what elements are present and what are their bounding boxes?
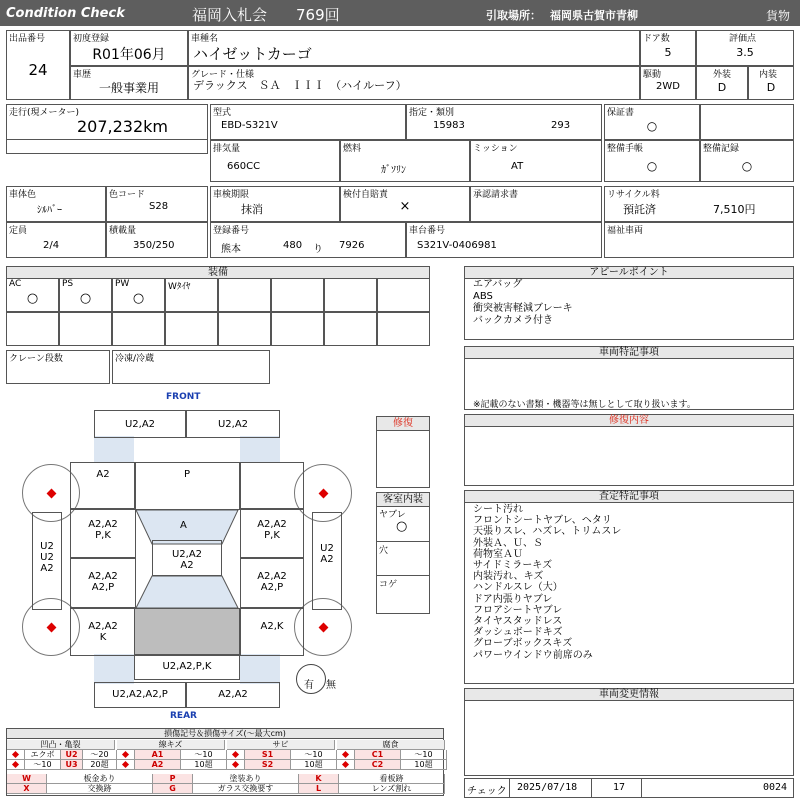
assessment-item: 外装Ａ、Ｕ、Ｓ: [473, 537, 543, 549]
legend-code: [61, 760, 83, 770]
legend-size-text: 10超: [304, 760, 323, 769]
cabin-hole-label: 穴: [379, 546, 389, 556]
legend-code: [355, 750, 401, 760]
equipment-item-label: Wﾀｲﾔ: [168, 282, 191, 292]
equipment-empty-cell: [324, 312, 377, 346]
drive-cell: [640, 66, 696, 100]
panel-hood-right: [240, 462, 304, 510]
repair-section: [464, 414, 794, 486]
drive: 2WD: [656, 81, 680, 92]
mission-cell: [470, 140, 602, 182]
load-cell: [106, 222, 208, 258]
legend-code: [135, 750, 181, 760]
fuel-label: 燃料: [343, 144, 362, 154]
warranty: ○: [646, 119, 658, 133]
legend-code-text: C1: [371, 750, 384, 759]
equipment-empty-cell: [165, 312, 218, 346]
fridge-label: 冷凍/冷蔵: [115, 354, 155, 364]
legend-desc-text: ガラス交換要す: [217, 784, 274, 793]
displacement: 660CC: [227, 161, 261, 172]
inspection-expiry: 抹消: [241, 203, 263, 216]
mileage-label: 走行(現メーター): [9, 108, 80, 118]
legend-desc-text: レンズ割れ: [371, 784, 412, 793]
legend-symbol: [337, 760, 355, 770]
auction-name: 福岡入札会: [192, 6, 268, 24]
body-color: ｼﾙﾊﾞｰ: [37, 205, 62, 216]
equipment-empty-cell: [6, 312, 59, 346]
assessment-item: フロアシートヤブレ: [473, 604, 563, 616]
equipment-item: [112, 278, 165, 312]
legend-desc: [193, 784, 299, 794]
cabin-tear-label: ヤブレ: [379, 510, 406, 520]
lot-number-label: 出品番号: [9, 34, 46, 44]
appeal-item: バックカメラ付き: [473, 315, 553, 326]
insurance: ×: [399, 199, 411, 214]
doors-label: ドア数: [643, 34, 670, 44]
legend-desc-text: エクボ: [30, 750, 55, 759]
equipment-item-label: AC: [9, 279, 22, 289]
history-cell: [70, 66, 188, 100]
assessment-list: [473, 504, 621, 661]
grade-label: グレード・仕様: [191, 70, 255, 80]
legend-code: [299, 784, 339, 794]
interior-label: 内装: [759, 70, 778, 80]
legend-group-title: [227, 740, 335, 750]
assessment-item: 内装汚れ、キズ: [473, 571, 544, 583]
interior-grade: D: [766, 81, 776, 94]
capacity-cell: [6, 222, 106, 258]
approval-label: 承認請求書: [473, 190, 519, 200]
displacement-label: 排気量: [213, 144, 241, 154]
equipment-item-label: PW: [115, 279, 130, 289]
mileage-cell: [6, 104, 208, 154]
score: 3.5: [736, 46, 754, 59]
legend-size: [401, 750, 447, 760]
panel-fender-left: A2,A2 P,K: [70, 508, 136, 558]
pickup-location: 福岡県古賀市青柳: [550, 9, 638, 22]
welfare-label: 福祉車両: [607, 226, 644, 236]
maintenance-record: ○: [741, 159, 753, 173]
appeal-list: [473, 279, 573, 327]
legend-group-title: [117, 740, 225, 750]
legend-symbol: [337, 750, 355, 760]
legend-code: [153, 784, 193, 794]
legend-code: [355, 760, 401, 770]
registration-label: 登録番号: [213, 226, 250, 236]
legend-group-title: [337, 740, 445, 750]
category-number: 293: [551, 120, 571, 131]
legend-size: [291, 760, 337, 770]
equipment-item-value: ○: [26, 291, 39, 306]
assessment-item: サイドミラーキズ: [473, 560, 553, 572]
grade: デラックス ＳＡ ＩＩＩ （ハイルーフ）: [193, 79, 407, 92]
inspector-code: 0024: [763, 782, 788, 793]
appeal-section: [464, 266, 794, 340]
legend-code-text: W: [22, 774, 31, 783]
equipment-item-value: ○: [132, 291, 145, 306]
legend-group-title-text: 凹凸・亀裂: [40, 740, 81, 749]
legend-code: [245, 760, 291, 770]
legend-desc-text: 交換跡: [87, 784, 112, 793]
color-label: 車体色: [9, 190, 37, 200]
panel-door-left: A2,A2 A2,P: [70, 558, 136, 608]
legend-desc-text: ～10: [33, 760, 52, 769]
registration-area: 熊本: [221, 244, 241, 255]
equipment-empty-cell: [271, 312, 324, 346]
designation-cell: [406, 104, 602, 140]
logo: Condition Check: [6, 6, 125, 21]
assessment-item: ハンドルスレ（大）: [473, 582, 563, 594]
score-label: 評価点: [729, 34, 757, 44]
legend-size-text: ～10: [194, 750, 213, 759]
footer-check: [464, 778, 794, 798]
legend-size-text: ～10: [304, 750, 323, 759]
cabin-burn-label: コゲ: [379, 580, 398, 590]
legend-desc-text: 看板跡: [379, 774, 404, 783]
legend-desc: [47, 774, 153, 784]
legend-symbol: [117, 760, 135, 770]
designation-number: 15983: [433, 120, 465, 131]
welfare-cell: [604, 222, 794, 258]
color-code-label: 色コード: [109, 190, 146, 200]
legend-code: [7, 784, 47, 794]
maintenance-manual-cell: [604, 140, 700, 182]
check-date: 2025/07/18: [517, 782, 578, 793]
legend-desc: [25, 760, 61, 770]
mileage: 207,232km: [77, 117, 169, 136]
equipment-empty-cell: [218, 278, 271, 312]
registration-cell: [210, 222, 406, 258]
legend-title: 損傷記号＆損傷サイズ(～最大cm): [7, 729, 443, 739]
recycle-label: リサイクル料: [607, 190, 660, 200]
panel-door-right: A2,A2 A2,P: [240, 558, 304, 608]
assessment-item: 荷物室ＡＵ: [473, 548, 523, 560]
model-code: EBD-S321V: [221, 120, 278, 131]
appeal-item: エアバッグ: [473, 279, 523, 290]
panel-side-left: U2 U2 A2: [32, 512, 62, 610]
legend-code-text: U3: [65, 760, 78, 769]
equipment-empty-cell: [59, 312, 112, 346]
fridge-cell: [112, 350, 270, 384]
legend-code-text: K: [315, 774, 322, 783]
vehicle-category: 貨物: [766, 9, 791, 23]
rear-glass-shape: [134, 574, 240, 610]
panel-rear-bumper-right: A2,A2: [186, 682, 280, 708]
legend-code-text: A1: [151, 750, 164, 759]
model-code-cell: [210, 104, 406, 140]
color-code-cell: [106, 186, 208, 222]
legend-size: [83, 760, 117, 770]
header-bar: [0, 0, 800, 26]
equipment-empty-cell: [218, 312, 271, 346]
check-number: 17: [613, 782, 626, 793]
legend-symbol: [7, 760, 25, 770]
fuel: ｶﾞｿﾘﾝ: [381, 165, 406, 176]
assessment-title: 査定特記事項: [465, 491, 793, 503]
special-notes-disclaimer: ※記載のない書類・機器等は無しとして取り扱います。: [473, 400, 696, 410]
assessment-item: 天張りスレ、ハズレ、トリムスレ: [473, 526, 622, 538]
spare-tire-present: 有: [304, 680, 314, 691]
legend-group-title-text: サビ: [272, 740, 289, 749]
interior-cell: [748, 66, 794, 100]
registration-class: 480: [283, 240, 303, 251]
legend-code-text: P: [169, 774, 176, 783]
repair-box-label: 修復: [377, 417, 429, 431]
assessment-item: フロントシートヤブレ、ヘタリ: [473, 515, 612, 527]
chassis-label: 車台番号: [409, 226, 446, 236]
exterior-grade: D: [717, 81, 727, 94]
legend-code-text: A2: [151, 760, 164, 769]
panel-windshield: A: [180, 520, 187, 531]
crane-label: クレーン段数: [9, 354, 63, 364]
legend-size: [83, 750, 117, 760]
maintenance-manual: ○: [646, 159, 658, 173]
crane-cell: [6, 350, 110, 384]
legend-size: [401, 760, 447, 770]
change-info-title: 車両変更情報: [465, 689, 793, 701]
color-code: S28: [149, 201, 169, 212]
first-registration: R01年06月: [92, 47, 166, 63]
legend-size-text: 20超: [90, 760, 109, 769]
doors: 5: [664, 46, 672, 59]
legend-size-text: 10超: [194, 760, 213, 769]
legend-symbol: [227, 760, 245, 770]
legend-code-text: S2: [261, 760, 274, 769]
front-label: FRONT: [166, 392, 201, 402]
equipment-empty-cell: [112, 312, 165, 346]
equipment-title: 装備: [7, 267, 429, 279]
damage-legend: [6, 728, 444, 796]
legend-code-text: S1: [261, 750, 274, 759]
panel-front-bumper-right: U2,A2: [186, 410, 280, 438]
capacity-label: 定員: [9, 226, 28, 236]
legend-desc: [25, 750, 61, 760]
change-info-section: [464, 688, 794, 776]
legend-symbol: [117, 750, 135, 760]
model-name-label: 車種名: [191, 34, 219, 44]
special-notes-section: [464, 346, 794, 410]
legend-code: [7, 774, 47, 784]
registration-number: 7926: [339, 240, 365, 251]
equipment-empty-cell: [324, 278, 377, 312]
maintenance-record-cell: [700, 140, 794, 182]
special-notes-title: 車両特記事項: [465, 347, 793, 359]
drive-label: 駆動: [643, 70, 662, 80]
recycle-status: 預託済: [623, 203, 656, 216]
legend-code-text: X: [23, 784, 30, 793]
panel-front-bumper-left: U2,A2: [94, 410, 186, 438]
panel-side-right: U2 A2: [312, 512, 342, 610]
registration-kana: り: [313, 244, 323, 255]
panel-hood: P: [134, 462, 240, 510]
cabin-box: [376, 492, 430, 614]
doors-cell: [640, 30, 696, 66]
insurance-label: 検付自賠責: [343, 190, 389, 200]
model-name-cell: [188, 30, 640, 66]
assessment-item: パワーウインドウ前席のみ: [473, 649, 593, 661]
warranty-cell: [604, 104, 700, 140]
recycle-cell: [604, 186, 794, 222]
warranty-label: 保証書: [607, 108, 635, 118]
assessment-item: ドア内張りヤブレ: [473, 593, 553, 605]
load-label: 積載量: [109, 226, 137, 236]
inspection-label: 車検期限: [213, 190, 250, 200]
color-cell: [6, 186, 106, 222]
equipment-item: [165, 278, 218, 312]
legend-code-text: L: [315, 784, 322, 793]
appeal-item: ABS: [473, 291, 493, 302]
equipment-empty-cell: [377, 312, 430, 346]
repair-title: 修復内容: [465, 415, 793, 427]
approval-cell: [470, 186, 602, 222]
legend-size-text: 10超: [414, 760, 433, 769]
panel-back-door: U2,A2,P,K: [134, 654, 240, 680]
legend-code: [135, 760, 181, 770]
maintenance-record-label: 整備記録: [703, 144, 740, 154]
check-label: チェック: [467, 786, 507, 797]
legend-desc: [193, 774, 299, 784]
exterior-label: 外装: [713, 70, 732, 80]
panel-roof: U2,A2 A2: [152, 540, 222, 576]
legend-code-text: G: [169, 784, 176, 793]
equipment-item-label: PS: [62, 279, 74, 289]
pickup-label: 引取場所：: [486, 9, 541, 22]
model-code-label: 型式: [213, 108, 232, 118]
chassis-cell: [406, 222, 602, 258]
assessment-section: [464, 490, 794, 684]
panel-fender-right: A2,A2 P,K: [240, 508, 304, 558]
fuel-cell: [340, 140, 470, 182]
legend-symbol: [227, 750, 245, 760]
legend-symbol: [7, 750, 25, 760]
lot-number: 24: [28, 61, 48, 79]
model-name: ハイゼットカーゴ: [193, 45, 312, 63]
history-label: 車歴: [73, 70, 92, 80]
first-registration-label: 初度登録: [73, 34, 110, 44]
assessment-item: ダッシュボードキズ: [473, 627, 563, 639]
displacement-cell: [210, 140, 340, 182]
first-registration-cell: [70, 30, 188, 66]
legend-code: [153, 774, 193, 784]
panel-quarter-left: A2,A2 K: [70, 608, 136, 656]
history: 一般事業用: [98, 81, 159, 95]
equipment-item-value: ○: [79, 291, 92, 306]
warranty-extra-cell: [700, 104, 794, 140]
spare-tire-absent: 無: [326, 680, 336, 691]
assessment-item: グローブボックスキズ: [473, 638, 573, 650]
maintenance-manual-label: 整備手帳: [607, 144, 644, 154]
chassis-number: S321V-0406981: [417, 240, 497, 251]
legend-size: [291, 750, 337, 760]
legend-group-title: [7, 740, 115, 750]
grade-cell: [188, 66, 640, 100]
rear-label: REAR: [170, 711, 197, 721]
legend-code-text: C2: [371, 760, 384, 769]
cabin-tear-value: ○: [396, 519, 408, 534]
exterior-cell: [696, 66, 748, 100]
mission: AT: [511, 161, 524, 172]
legend-size: [181, 750, 227, 760]
assessment-item: タイヤスタッドレス: [473, 616, 563, 628]
legend-desc: [47, 784, 153, 794]
legend-group-title-text: 腐食: [382, 740, 399, 749]
panel-quarter-right: A2,K: [240, 608, 304, 656]
equipment-item: [59, 278, 112, 312]
panel-rear-bumper-left: U2,A2,A2,P: [94, 682, 186, 708]
score-cell: [696, 30, 794, 66]
panel-cargo-floor: [134, 608, 240, 656]
cabin-title: 客室内装: [377, 493, 429, 507]
legend-code: [61, 750, 83, 760]
appeal-item: 衝突被害軽減ブレーキ: [473, 303, 573, 314]
assessment-item: シート汚れ: [473, 504, 523, 515]
equipment-empty-cell: [271, 278, 324, 312]
panel-hood-left: A2: [70, 462, 136, 510]
legend-code: [245, 750, 291, 760]
lot-number-cell: [6, 30, 70, 100]
auction-round: 769回: [296, 6, 340, 24]
insurance-cell: [340, 186, 470, 222]
legend-group-title-text: 線キズ: [158, 740, 183, 749]
capacity: 2/4: [43, 240, 60, 251]
mission-label: ミッション: [473, 144, 518, 154]
designation-label: 指定・類別: [409, 108, 455, 118]
appeal-title: アピールポイント: [465, 267, 793, 279]
legend-desc-text: 板金あり: [83, 774, 116, 783]
recycle-amount: 7,510円: [713, 203, 756, 216]
inspection-cell: [210, 186, 340, 222]
legend-desc: [339, 784, 445, 794]
legend-code: [299, 774, 339, 784]
legend-size: [181, 760, 227, 770]
equipment-empty-cell: [377, 278, 430, 312]
legend-size-text: ～20: [90, 750, 109, 759]
legend-code-text: U2: [65, 750, 78, 759]
legend-size-text: ～10: [414, 750, 433, 759]
legend-desc: [339, 774, 445, 784]
equipment-item: [6, 278, 59, 312]
repair-box: [376, 416, 430, 488]
legend-desc-text: 塗装あり: [229, 774, 262, 783]
load-capacity: 350/250: [133, 240, 175, 251]
